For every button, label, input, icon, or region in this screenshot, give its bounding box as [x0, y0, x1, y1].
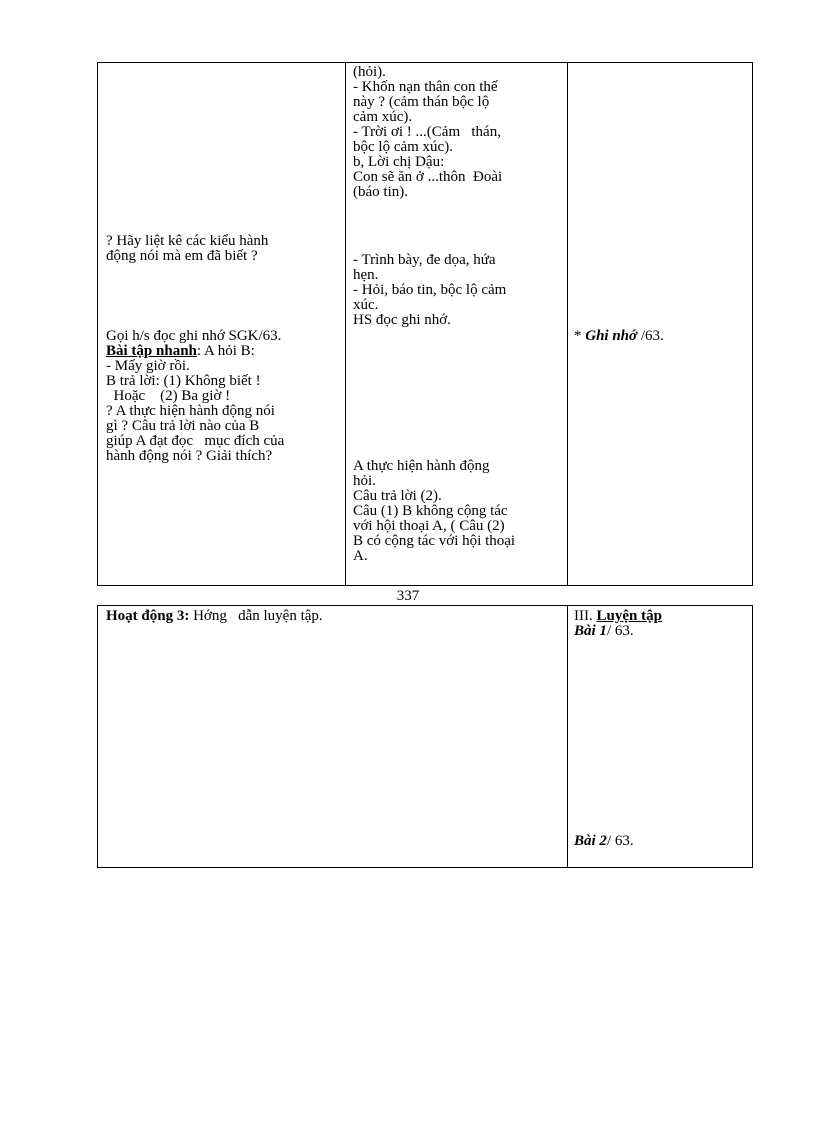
student-activity-cell: [345, 63, 567, 585]
section-heading: III. Luyện tập: [574, 608, 662, 624]
page-number: 337: [396, 588, 420, 604]
exercise-2: Bài 2/ 63.: [574, 833, 634, 849]
question-list-kinds: ? Hãy liệt kê các kiểu hành động nói mà em đã biết ?: [106, 233, 269, 264]
activity-3-heading: Hoạt động 3: Hớng dẫn luyện tập.: [106, 608, 323, 624]
answer-block-bottom: A thực hiện hành động hỏi. Câu trả lời (2). Câu (1) B không cộng tác với hội thoại A, ( Câu (2) B có cộng tác với hội thoại A.: [353, 458, 516, 564]
teacher-activity-cell: [98, 63, 345, 585]
lesson-table-top: [97, 62, 753, 586]
notes-cell: [567, 63, 752, 585]
exercise-heading: Bài tập nhanh: A hỏi B:: [106, 343, 255, 359]
memo-note: * Ghi nhớ /63.: [574, 328, 664, 344]
answer-block-top: (hỏi). - Khốn nạn thân con thế này ? (cảm thán bộc lộ cảm xúc). - Trời ơi ! ...(Cảm thán, bộc lộ cảm xúc). b, Lời chị Dậu: Con sẽ ăn ở ...thôn Đoài (báo tin).: [353, 64, 503, 200]
answer-block-mid: - Trình bày, đe dọa, hứa hẹn. - Hỏi, báo tin, bộc lộ cảm xúc. HS đọc ghi nhớ.: [353, 252, 507, 328]
practice-section: [574, 609, 662, 639]
practice-cell: [567, 606, 752, 867]
lesson-table-bottom: [97, 605, 753, 868]
activity-3-cell: [98, 606, 567, 867]
exercise-1: Bài 1/ 63.: [574, 623, 634, 639]
memo-prompt: Gọi h/s đọc ghi nhớ SGK/63.: [106, 328, 282, 344]
memo-and-exercise: Gọi h/s đọc ghi nhớ SGK/63. Bài tập nhanh: A hỏi B: - Mấy giờ rồi. B trả lời: (1) Không biết ! Hoặc (2) Ba giờ ! ? A thực hiện hành động nói gì ? Câu trả lời nào của B giúp A đạt đọc mục đích của hành động nói ? Giải thích?: [106, 328, 285, 464]
